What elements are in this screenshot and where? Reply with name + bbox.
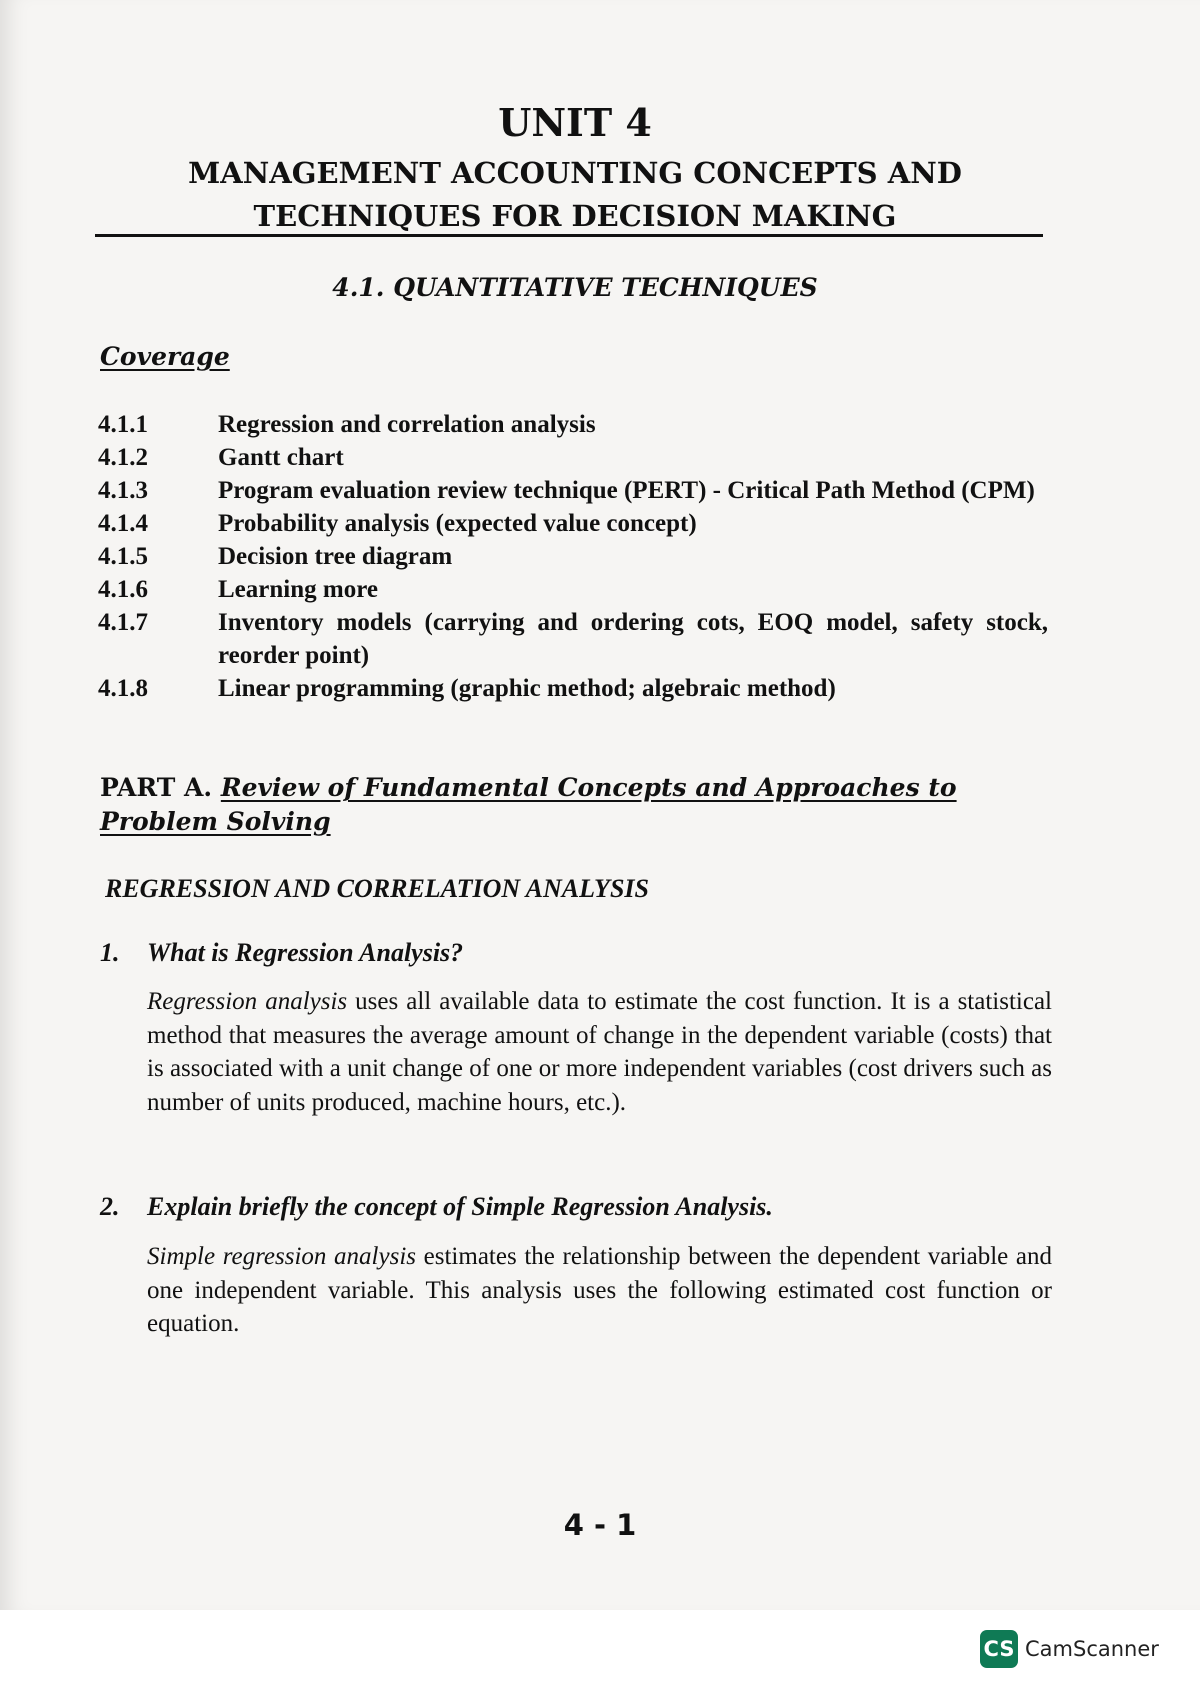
question-2 [100, 1192, 1050, 1222]
coverage-item-text: Learning more [218, 576, 378, 603]
coverage-item-text: Gantt chart [218, 444, 344, 471]
part-a-label: PART A. [100, 773, 213, 802]
question-1 [100, 938, 1050, 968]
coverage-item-number: 4.1.8 [98, 675, 148, 702]
coverage-heading: Coverage [100, 342, 230, 371]
question-number: 2. [100, 1192, 120, 1221]
question-text: What is Regression Analysis? [147, 938, 464, 967]
coverage-list [98, 408, 1048, 705]
unit-title-line-2: TECHNIQUES FOR DECISION MAKING [253, 199, 897, 233]
coverage-item-number: 4.1.5 [98, 543, 148, 570]
part-a-heading [100, 771, 1048, 839]
camscanner-watermark [980, 1630, 1159, 1668]
coverage-item-text: Inventory models (carrying and ordering cots, EOQ model, safety stock, reorder point) [218, 609, 1048, 669]
coverage-item [98, 474, 1048, 507]
coverage-item [98, 672, 1048, 705]
title-divider [95, 234, 1043, 237]
coverage-item-number: 4.1.3 [98, 477, 148, 504]
coverage-item [98, 507, 1048, 540]
page-number: 4 - 1 [563, 1508, 637, 1542]
coverage-item [98, 540, 1048, 573]
unit-heading: UNIT 4 [498, 100, 652, 145]
answer-text: uses all available data to estimate the cost function. It is a statistical method that measures the average amount of change in the dependent variable (costs) that is associated with a unit change of one or more independent variables (cost drivers such as number of units produced, machine hours, etc.). [147, 988, 1052, 1116]
coverage-item-number: 4.1.4 [98, 510, 148, 537]
camscanner-text: CamScanner [1025, 1637, 1159, 1661]
answer-term: Simple regression analysis [147, 1243, 416, 1270]
question-text: Explain briefly the concept of Simple Regression Analysis. [147, 1192, 773, 1221]
coverage-item-number: 4.1.7 [98, 609, 148, 636]
coverage-item [98, 573, 1048, 606]
answer-2 [147, 1240, 1052, 1341]
answer-term: Regression analysis [147, 988, 348, 1015]
coverage-item-number: 4.1.1 [98, 411, 148, 438]
subheading: REGRESSION AND CORRELATION ANALYSIS [105, 874, 649, 903]
coverage-item-text: Decision tree diagram [218, 543, 453, 570]
answer-text: estimates the relationship between the dependent variable and one independent variable. This analysis uses the following estimated cost function or equation. [147, 1243, 1052, 1337]
question-number: 1. [100, 938, 120, 967]
coverage-item-number: 4.1.2 [98, 444, 148, 471]
coverage-item-number: 4.1.6 [98, 576, 148, 603]
coverage-item-text: Regression and correlation analysis [218, 411, 596, 438]
unit-title [80, 152, 1070, 238]
part-a-title: Review of Fundamental Concepts and Approaches to Problem Solving [100, 773, 957, 836]
coverage-item-text: Program evaluation review technique (PERT) - Critical Path Method (CPM) [218, 477, 1035, 504]
coverage-item [98, 606, 1048, 672]
answer-1 [147, 985, 1052, 1119]
coverage-item [98, 441, 1048, 474]
coverage-item-text: Probability analysis (expected value concept) [218, 510, 697, 537]
coverage-item [98, 408, 1048, 441]
coverage-item-text: Linear programming (graphic method; algebraic method) [218, 675, 836, 702]
camscanner-logo-icon: CS [980, 1630, 1018, 1668]
section-title: 4.1. QUANTITATIVE TECHNIQUES [332, 273, 818, 302]
unit-title-line-1: MANAGEMENT ACCOUNTING CONCEPTS AND [188, 156, 962, 190]
